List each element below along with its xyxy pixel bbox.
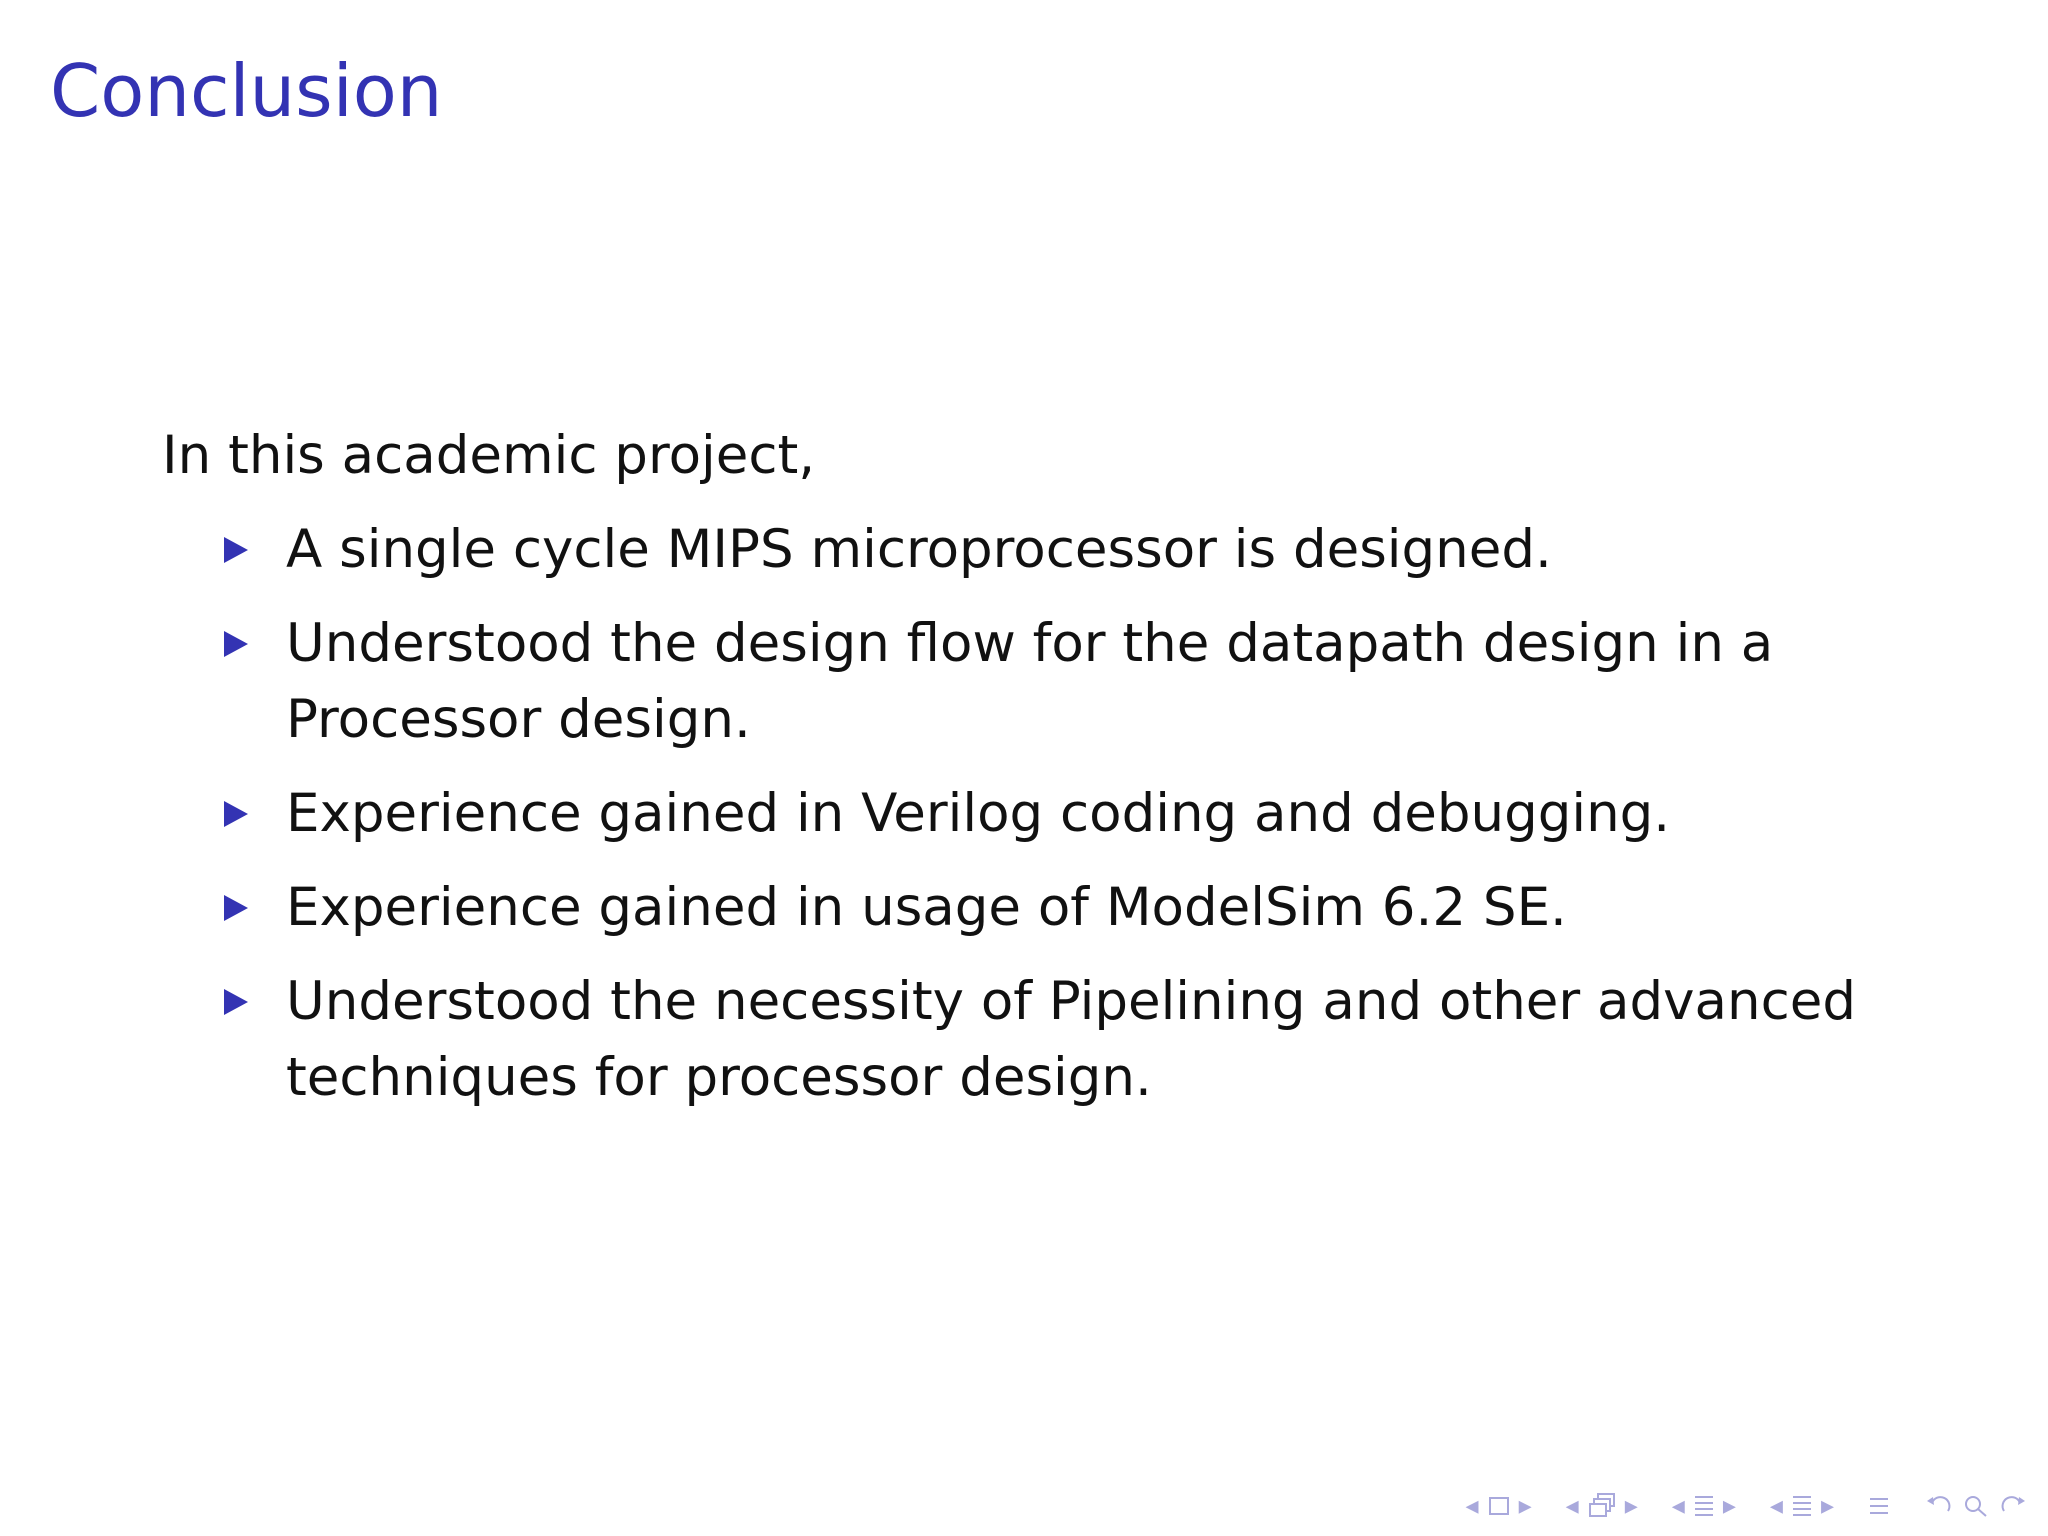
- subsection-navigation: [1562, 1491, 1642, 1521]
- forward-icon[interactable]: [1998, 1493, 2028, 1519]
- subsection-icon[interactable]: [1587, 1492, 1617, 1520]
- triangle-bullet-icon: [224, 895, 248, 921]
- bullet-item: [162, 606, 1882, 758]
- bullet-text: Experience gained in Verilog coding and debugging.: [286, 783, 1671, 844]
- triangle-bullet-icon: [224, 631, 248, 657]
- slide-content: [162, 418, 1882, 1134]
- bullet-text: Understood the necessity of Pipelining and other advanced techniques for processor design.: [286, 971, 1856, 1108]
- section-navigation: [1668, 1491, 1740, 1521]
- frame-navigation: [1462, 1491, 1536, 1521]
- triangle-bullet-icon: [224, 801, 248, 827]
- prev-arrow-icon[interactable]: ◂: [1671, 1491, 1685, 1521]
- bullet-item: [162, 776, 1882, 852]
- prev-arrow-icon[interactable]: ◂: [1465, 1491, 1479, 1521]
- next-arrow-icon[interactable]: ▸: [1518, 1491, 1532, 1521]
- prev-arrow-icon[interactable]: ◂: [1769, 1491, 1783, 1521]
- section-list-navigation: [1766, 1491, 1838, 1521]
- back-icon[interactable]: [1924, 1493, 1954, 1519]
- search-icon[interactable]: [1962, 1493, 1990, 1519]
- next-arrow-icon[interactable]: ▸: [1722, 1491, 1736, 1521]
- bullet-text: A single cycle MIPS microprocessor is designed.: [286, 519, 1552, 580]
- next-arrow-icon[interactable]: ▸: [1820, 1491, 1834, 1521]
- section-icon[interactable]: [1693, 1493, 1715, 1519]
- next-arrow-icon[interactable]: ▸: [1624, 1491, 1638, 1521]
- frame-icon[interactable]: [1487, 1495, 1511, 1517]
- align-navigation: [1864, 1493, 1894, 1519]
- navigation-bar: [1436, 1486, 2033, 1526]
- section-list-icon[interactable]: [1791, 1493, 1813, 1519]
- bullet-item: [162, 870, 1882, 946]
- history-navigation: [1920, 1493, 2032, 1519]
- bullet-item: [162, 512, 1882, 588]
- bullet-list: [162, 512, 1882, 1116]
- align-icon[interactable]: [1868, 1493, 1890, 1519]
- bullet-text: Understood the design flow for the datapath design in a Processor design.: [286, 613, 1774, 750]
- prev-arrow-icon[interactable]: ◂: [1565, 1491, 1579, 1521]
- bullet-text: Experience gained in usage of ModelSim 6.2 SE.: [286, 877, 1567, 938]
- triangle-bullet-icon: [224, 537, 248, 563]
- bullet-item: [162, 964, 1882, 1116]
- triangle-bullet-icon: [224, 989, 248, 1015]
- slide-title: Conclusion: [50, 49, 443, 133]
- intro-text: In this academic project,: [162, 425, 816, 486]
